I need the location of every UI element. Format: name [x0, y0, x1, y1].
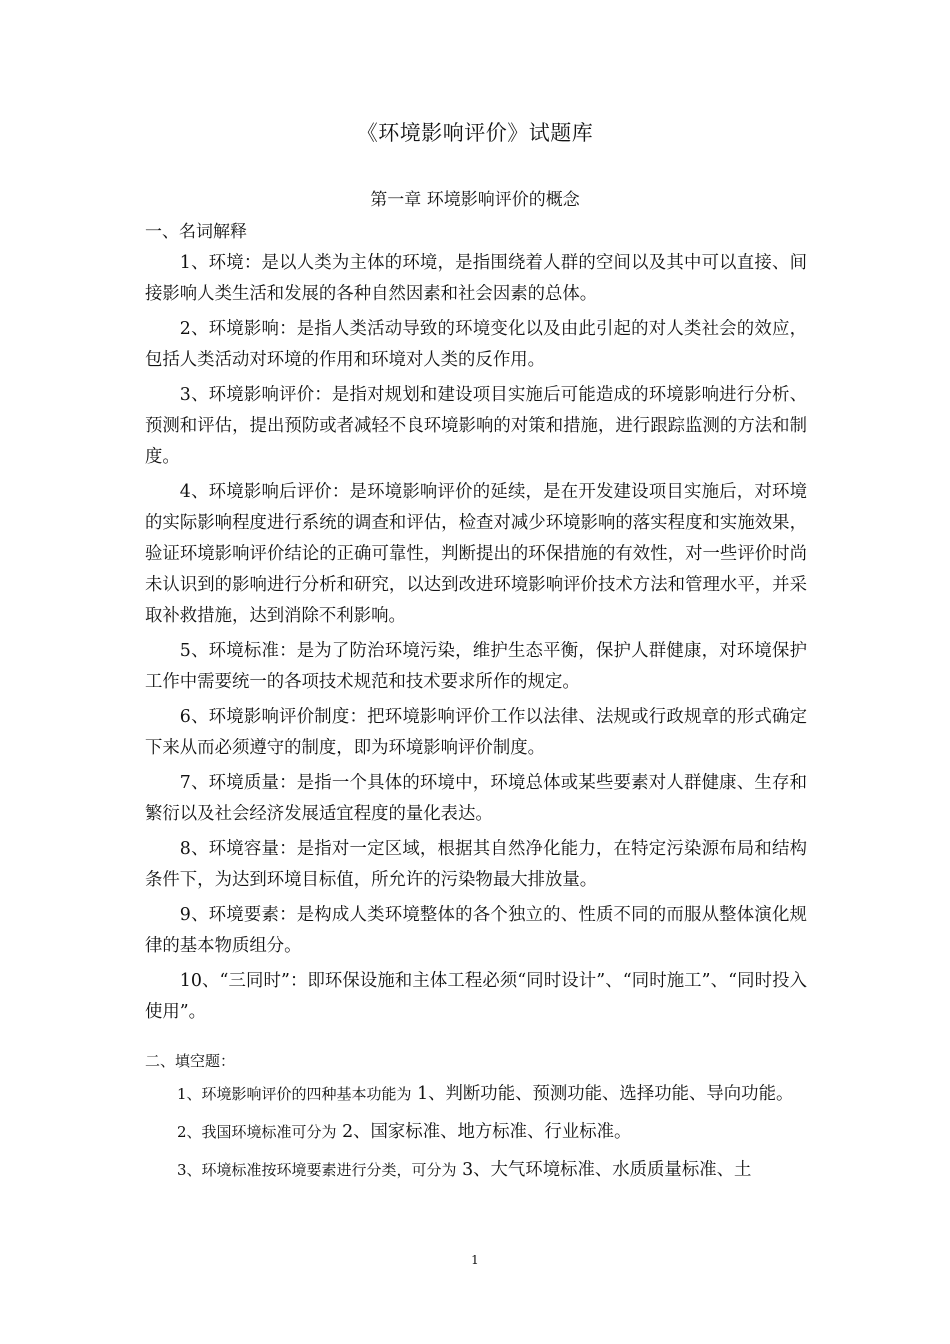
fill-blank-item: [145, 1154, 807, 1186]
definition-paragraph: 4、环境影响后评价：是环境影响评价的延续，是在开发建设项目实施后，对环境的实际影响程度进行系统的调查和评估，检查对减少环境影响的落实程度和实施效果，验证环境影响评价结论的正确可靠性，判断提出的环保措施的有效性，对一些评价时尚未认识到的影响进行分析和研究，以达到改进环境影响评价技术方法和管理水平，并采取补救措施，达到消除不利影响。: [145, 482, 807, 626]
definition-paragraph: 3、环境影响评价：是指对规划和建设项目实施后可能造成的环境影响进行分析、预测和评估，提出预防或者减轻不良环境影响的对策和措施，进行跟踪监测的方法和制度。: [145, 385, 807, 467]
chapter-heading: 第一章 环境影响评价的概念: [370, 190, 580, 210]
fill-blank-item: [145, 1116, 807, 1148]
definition-paragraph: 1、环境：是以人类为主体的环境，是指围绕着人群的空间以及其中可以直接、间接影响人类生活和发展的各种自然因素和社会因素的总体。: [145, 253, 807, 304]
fill-blank-answer: 2、国家标准、地方标准、行业标准。: [336, 1122, 632, 1142]
section-heading-fill-blanks: 二、填空题：: [145, 1052, 236, 1070]
fill-blank-question: 3、环境标准按环境要素进行分类，可分为: [177, 1161, 457, 1179]
definition-paragraph: 10、“三同时”：即环保设施和主体工程必须“同时设计”、“同时施工”、“同时投入使用”。: [145, 971, 807, 1022]
definition-paragraph: 8、环境容量：是指对一定区域，根据其自然净化能力，在特定污染源布局和结构条件下，为达到环境目标值，所允许的污染物最大排放量。: [145, 839, 807, 890]
definition-paragraph: 6、环境影响评价制度：把环境影响评价工作以法律、法规或行政规章的形式确定下来从而必须遵守的制度，即为环境影响评价制度。: [145, 707, 807, 758]
fill-blank-item: [145, 1078, 807, 1110]
fill-blank-question: 1、环境影响评价的四种基本功能为: [177, 1085, 412, 1103]
fill-blank-answer: 3、大气环境标准、水质质量标准、土: [456, 1160, 752, 1180]
fill-blank-answer: 1、判断功能、预测功能、选择功能、导向功能。: [411, 1084, 794, 1104]
section-heading-terms: 一、名词解释: [145, 222, 247, 242]
definitions-list: [145, 248, 807, 1032]
page-number: 1: [471, 1253, 479, 1267]
document-title: 《环境影响评价》试题库: [356, 121, 594, 145]
definition-paragraph: 9、环境要素：是构成人类环境整体的各个独立的、性质不同的而服从整体演化规律的基本物质组分。: [145, 905, 807, 956]
fill-blank-list: [145, 1078, 807, 1192]
definition-paragraph: 7、环境质量：是指一个具体的环境中，环境总体或某些要素对人群健康、生存和繁衍以及社会经济发展适宜程度的量化表达。: [145, 773, 807, 824]
definition-paragraph: 5、环境标准：是为了防治环境污染，维护生态平衡，保护人群健康，对环境保护工作中需要统一的各项技术规范和技术要求所作的规定。: [145, 641, 807, 692]
fill-blank-question: 2、我国环境标准可分为: [177, 1123, 337, 1141]
definition-paragraph: 2、环境影响：是指人类活动导致的环境变化以及由此引起的对人类社会的效应，包括人类活动对环境的作用和环境对人类的反作用。: [145, 319, 807, 370]
